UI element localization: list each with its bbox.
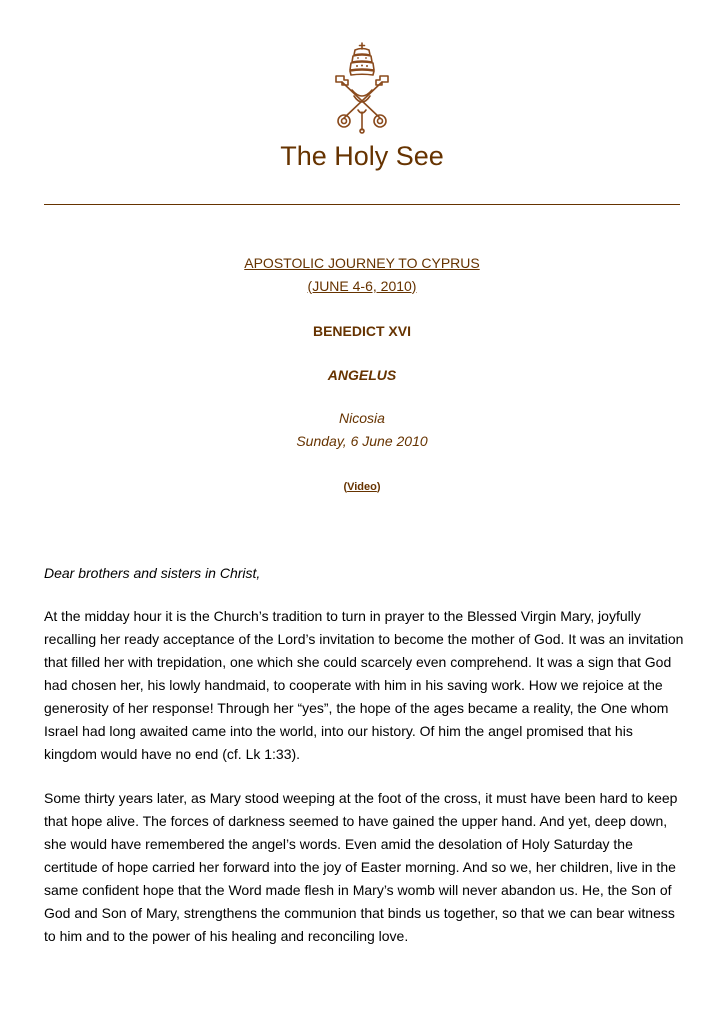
salutation-text: Dear brothers and sisters in Christ, xyxy=(44,565,261,581)
papal-coat-of-arms-icon xyxy=(322,42,402,134)
journey-dates-line[interactable]: (JUNE 4-6, 2010) xyxy=(307,278,417,294)
document-type-heading: ANGELUS xyxy=(327,367,397,383)
paragraph-text: At the midday hour it is the Church’s tradition to turn in prayer to the Blessed Virgin Mary, joyfully recalling her ready acceptance of the Lord’s invitation to become the mother of God. It was an invitation that filled her with trepidation, one which she could scarcely even comprehend. It was a sign that God had chosen her, his lowly handmaid, to cooperate with him in his saving work. How we rejoice at the generosity of her response! Through her “yes”, the hope of the ages became a reality, the One whom Israel had long awaited came into the world, into our history. Of him the angel promised that his kingdom would have no end (cf. Lk 1:33). xyxy=(44,608,684,762)
paragraph-1 xyxy=(44,605,684,766)
journey-link[interactable] xyxy=(0,252,724,298)
place: Nicosia xyxy=(339,410,385,426)
salutation xyxy=(44,562,684,585)
video-close-paren: ) xyxy=(376,481,381,493)
date: Sunday, 6 June 2010 xyxy=(296,433,428,449)
place-date-block xyxy=(0,407,724,453)
journey-title-line[interactable]: APOSTOLIC JOURNEY TO CYPRUS xyxy=(244,255,480,271)
site-title: The Holy See xyxy=(280,141,444,171)
video-block xyxy=(0,479,724,495)
paragraph-text: Some thirty years later, as Mary stood weeping at the foot of the cross, it must have been hard to keep that hope alive. The forces of darkness seemed to have gained the upper hand. And yet, deep down, she would have remembered the angel’s words. Even amid the desolation of Holy Saturday the certitude of hope carried her forward into the joy of Easter morning. And so we, her children, live in the same confident hope that the Word made flesh in Mary’s womb will never abandon us. He, the Son of God and Son of Mary, strengthens the communion that binds us together, so that we can bear witness to him and to the power of his healing and reconciling love. xyxy=(44,790,678,944)
video-link[interactable]: Video xyxy=(347,481,377,493)
author-heading: BENEDICT XVI xyxy=(312,323,411,339)
video-open-paren: ( xyxy=(343,481,348,493)
paragraph-2 xyxy=(44,787,684,948)
header-divider xyxy=(44,204,680,205)
